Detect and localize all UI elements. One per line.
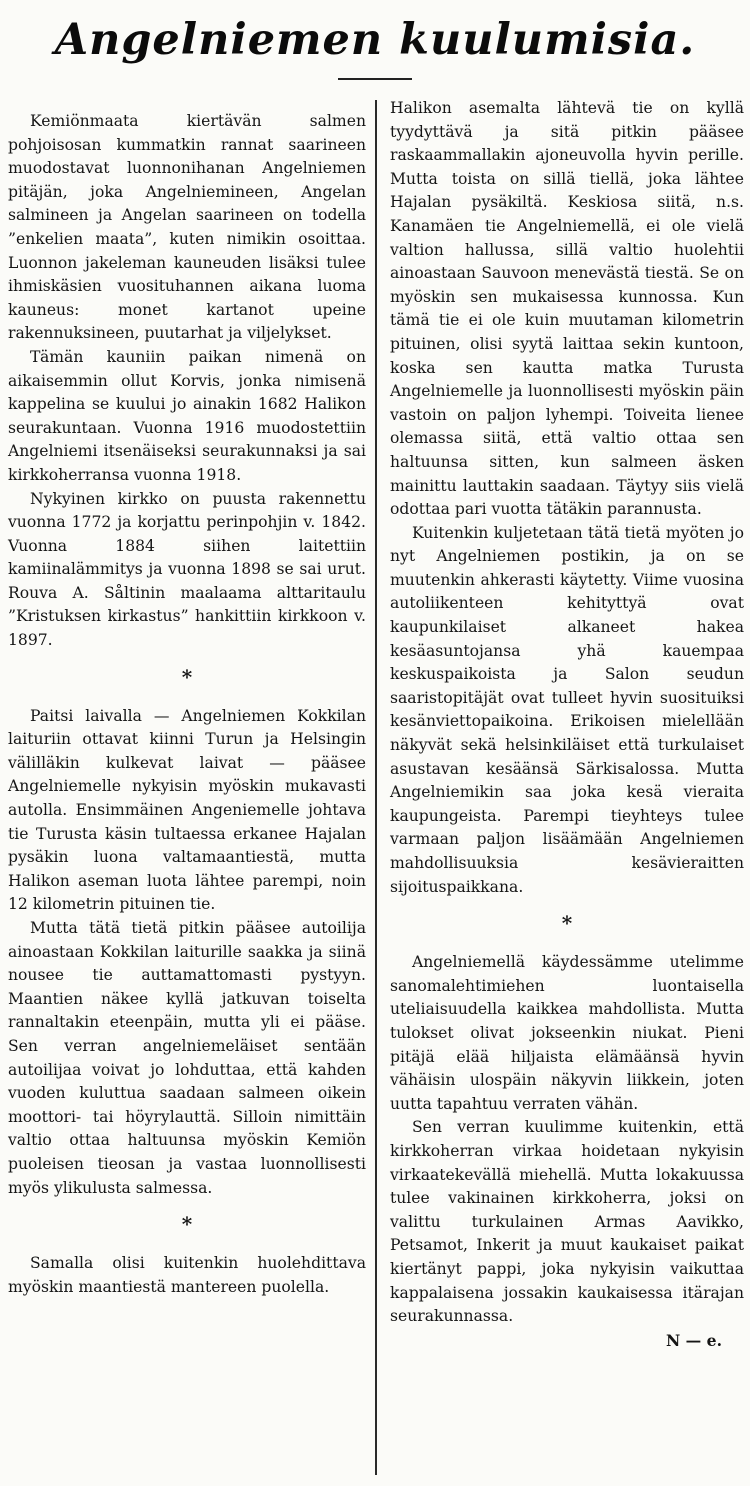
column-divider (375, 100, 377, 1475)
left-paragraph-1: Kemiönmaata kiertävän salmen pohjoisosan kummatkin rannat saarineen muodostavat luonnonihanan Angelniemen pitäjän, joka Angelniemineen, Angelan salmineen ja Angelan saarineen on todella ”enkelien maata”, kuten nimikin osoittaa. Luonnon jakeleman kauneuden lisäksi tulee ihmiskäsien vuosituhannen aikana luoma kauneus: monet kartanot upeine rakennuksineen, puutarhat ja viljelykset. (8, 112, 366, 343)
left-paragraph-6: Samalla olisi kuitenkin huolehdittava myöskin maantiestä mantereen puolella. (8, 1254, 366, 1296)
left-paragraph-4: Paitsi laivalla — Angelniemen Kokkilan laituriin ottavat kiinni Turun ja Helsingin välilläkin kulkevat laivat — pääsee Angelniemelle nykyisin myöskin mukavasti autolla. Ensimmäinen Angeniemelle johtava tie Turusta käsin tultaessa erkanee Hajalan pysäkin luona valtamaantiestä, mutta Halikon aseman luota lähtee parempi, noin 12 kilometrin pituinen tie. (8, 706, 366, 914)
right-paragraph-3: Angelniemellä käydessämme utelimme sanomalehtimiehen luontaisella uteliaisuudella kaikkea mahdollista. Mutta tulokset olivat jokseenkin niukat. Pieni pitäjä elää hiljaista elämäänsä hyvin vähäisin ulospäin näkyvin liikkein, joten uutta tapahtuu verraten vähän. (390, 953, 744, 1113)
section-separator: * (181, 664, 193, 689)
left-paragraph-5: Mutta tätä tietä pitkin pääsee autoilija ainoastaan Kokkilan laiturille saakka ja siinä nousee tie auttamattomasti pystyyn. Maantien näkee kyllä jatkuvan toiselta rannaltakin eteenpäin, mutta yli ei pääse. Sen verran angelniemeläiset sentään autoilijaa voivat jo lohduttaa, että kahden vuoden kuluttua saadaan salmeen oikein moottori- tai höyrylauttä. Silloin nimittäin valtio ottaa haltuunsa myöskin Kemiön puoleisen tieosan ja vastaa luonnollisesti myös ylikulusta salmessa. (8, 919, 366, 1197)
author-signature: N — e. (665, 1330, 722, 1350)
left-column (8, 110, 366, 1299)
right-paragraph-4: Sen verran kuulimme kuitenkin, että kirkkoherran virkaa hoidetaan nykyisin virkaatekevällä miehellä. Mutta lokakuussa tulee vakinainen kirkkoherra, joksi on valittu turkulainen Armas Aavikko, Petsamot, Inkerit ja muut kaukaiset paikat kiertänyt pappi, joka nykyisin vaikuttaa kappalaisena jossakin kaukaisessa itärajan seurakunnassa. (390, 1118, 744, 1326)
article-headline: Angelniemen kuulumisia. (54, 15, 696, 65)
section-separator: * (561, 911, 573, 936)
right-paragraph-1: Halikon asemalta lähtevä tie on kyllä tyydyttävä ja sitä pitkin pääsee raskaammallakin ajoneuvolla hyvin perille. Mutta toista on sillä tiellä, joka lähtee Hajalan pysäkiltä. Keskiosa siitä, n.s. Kanamäen tie Angelniemellä, ei ole vielä valtion hallussa, sillä valtio huolehtii ainoastaan Sauvoon menevästä tiestä. Se on myöskin sen mukaisessa kunnossa. Kun tämä tie ei ole kuin muutaman kilometrin pituinen, olisi syytä laittaa sekin kuntoon, koska sen kautta matka Turusta Angelniemelle ja luonnollisesti myöskin päin vastoin on paljon lyhempi. Toiveita lienee olemassa siitä, että valtio ottaa sen haltuunsa sitten, kun salmeen äsken mainittu lauttakin saadaan. Täytyy siis vielä odottaa pari vuotta tätäkin parannusta. (390, 99, 744, 519)
left-paragraph-2: Tämän kauniin paikan nimenä on aikaisemmin ollut Korvis, jonka nimisenä kappelina se kuului jo ainakin 1682 Halikon seurakuntaan. Vuonna 1916 muodostettiin Angelniemi itsenäiseksi seurakunnaksi ja sai kirkkoherransa vuonna 1918. (8, 347, 366, 484)
headline-rule (338, 78, 412, 80)
right-paragraph-2: Kuitenkin kuljetetaan tätä tietä myöten jo nyt Angelniemen postikin, ja on se muutenkin ahkerasti käytetty. Viime vuosina autoliikenteen kehityttyä ovat kaupunkilaiset alkaneet hakea kesäasuntojansa yhä kauempaa keskuspaikoista ja Salon seudun saaristopitäjät ovat tulleet hyvin suosituiksi kesänviettopaikoina. Erikoisen mielellään näkyvät sekä helsinkiläiset että turkulaiset asustavan kesäänsä Särkisalossa. Mutta Angelniemikin saa joka kesä vieraita kaupungeista. Parempi tieyhteys tulee varmaan paljon lisäämään Angelniemen mahdollisuuksia kesävieraitten sijoituspaikkana. (390, 523, 744, 896)
right-column (390, 97, 744, 1352)
section-separator: * (181, 1212, 193, 1237)
left-paragraph-3: Nykyinen kirkko on puusta rakennettu vuonna 1772 ja korjattu perinpohjin v. 1842. Vuonna 1884 siihen laitettiin kamiinalämmitys ja vuonna 1898 se sai urut. Rouva A. Såltinin maalaama alttaritaulu ”Kristuksen kirkastus” hankittiin kirkkoon v. 1897. (8, 489, 366, 650)
